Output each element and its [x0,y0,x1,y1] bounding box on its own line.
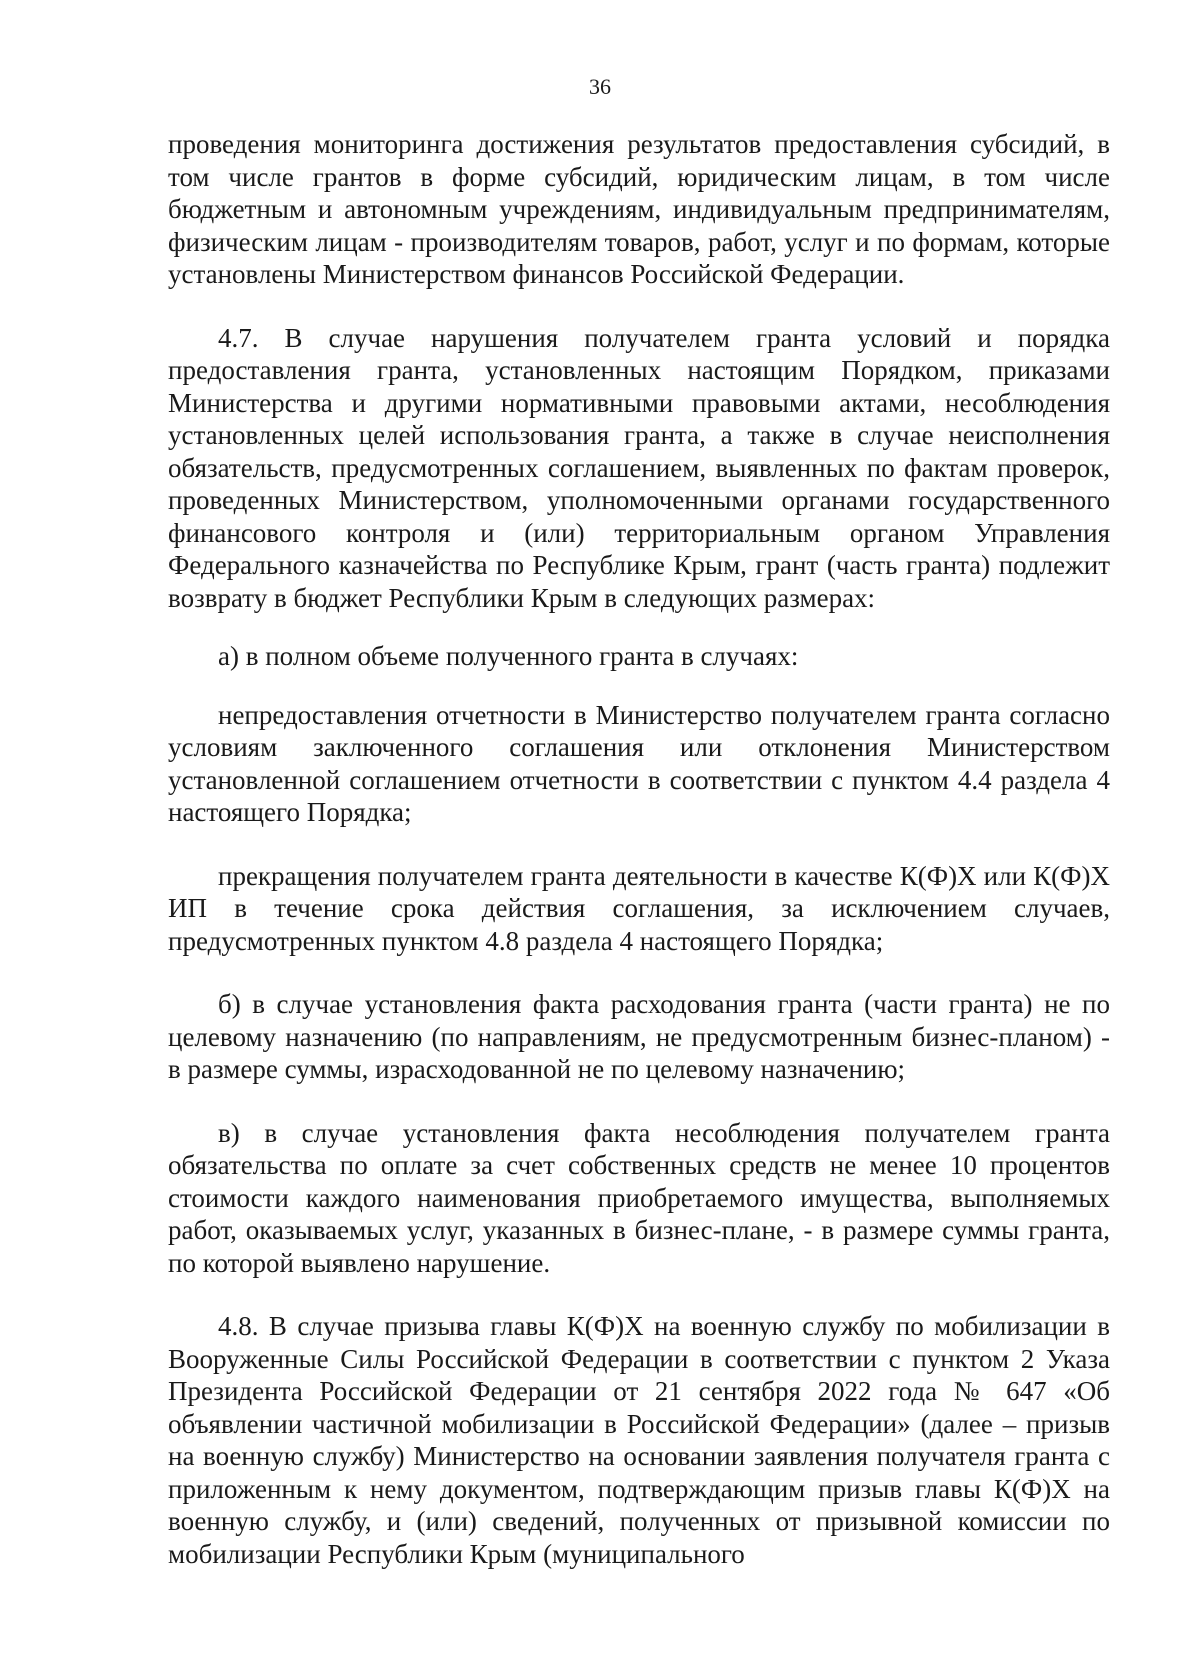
paragraph-item-b: б) в случае установления факта расходования гранта (части гранта) не по целевому назначению (по направлениям, не предусмотренным бизнес-планом) - в размере суммы, израсходованной не по целевому назначению; [168,989,1110,1084]
paragraph-continuation: проведения мониторинга достижения результатов предоставления субсидий, в том числе грантов в форме субсидий, юридическим лицам, в том числе бюджетным и автономным учреждениям, индивидуальным предпринимателям, физическим лицам - производителям товаров, работ, услуг и по формам, которые установлены Министерством финансов Российской Федерации. [168,129,1110,289]
paragraph-non-provision-reporting: непредоставления отчетности в Министерство получателем гранта согласно условиям заключенного соглашения или отклонения Министерством установленной соглашением отчетности в соответствии с пунктом 4.4 раздела 4 настоящего Порядка; [168,699,1110,827]
paragraph-section-4-7: 4.7. В случае нарушения получателем гранта условий и порядка предоставления гранта, установленных настоящим Порядком, приказами Министерства и другими нормативными правовыми актами, несоблюдения установленных целей использования гранта, а также в случае неисполнения обязательств, предусмотренных соглашением, выявленных по фактам проверок, проведенных Министерством, уполномоченными органами государственного финансового контроля и (или) территориальным органом Управления Федерального казначейства по Республике Крым, грант (часть гранта) подлежит возврату в бюджет Республики Крым в следующих размерах: [168,322,1110,613]
paragraph-section-4-8: 4.8. В случае призыва главы К(Ф)Х на военную службу по мобилизации в Вооруженные Силы Российской Федерации в соответствии с пунктом 2 Указа Президента Российской Федерации от 21 сентября 2022 года № 647 «Об объявлении частичной мобилизации в Российской Федерации» (далее – призыв на военную службу) Министерство на основании заявления получателя гранта с приложенным к нему документом, подтверждающим призыв главы К(Ф)Х на военную службу, и (или) сведений, полученных от призывной комиссии по мобилизации Республики Крым (муниципального [168,1311,1110,1569]
page-number: 36 [589,74,611,99]
paragraph-item-a: а) в полном объеме полученного гранта в случаях: [218,641,799,671]
paragraph-termination-activity: прекращения получателем гранта деятельности в качестве К(Ф)Х или К(Ф)Х ИП в течение срока действия соглашения, за исключением случаев, предусмотренных пунктом 4.8 раздела 4 настоящего Порядка; [168,860,1110,956]
document-body [168,128,1110,1570]
paragraph-item-v: в) в случае установления факта несоблюдения получателем гранта обязательства по оплате за счет собственных средств не менее 10 процентов стоимости каждого наименования приобретаемого имущества, выполняемых работ, оказываемых услуг, указанных в бизнес-плане, - в размере суммы гранта, по которой выявлено нарушение. [168,1117,1110,1278]
